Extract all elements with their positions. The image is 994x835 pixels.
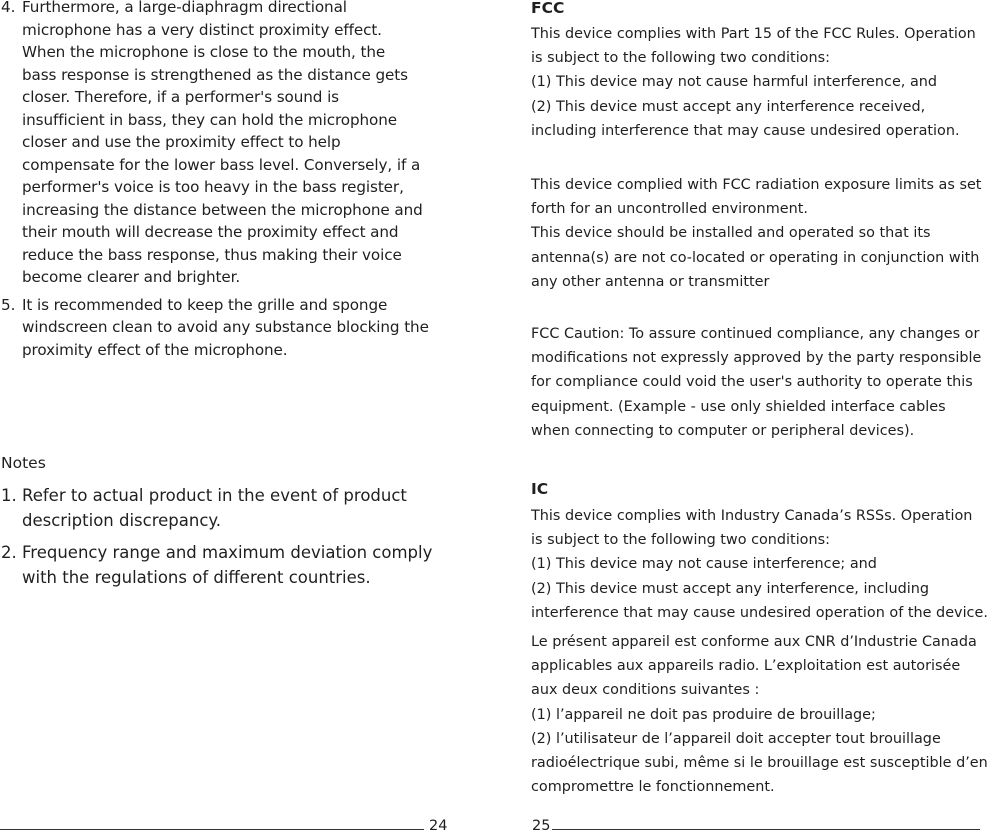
- text-line: equipment. (Example - use only shielded interface cables: [531, 398, 946, 415]
- text-line: (2) This device must accept any interference, including: [531, 580, 929, 597]
- text-line: (2) l’utilisateur de l’appareil doit accepter tout brouillage: [531, 730, 941, 747]
- ic-french-paragraph: [531, 630, 988, 799]
- notes-heading: Notes: [1, 454, 46, 472]
- note-item: [0, 483, 455, 533]
- item-number: 2.: [1, 543, 17, 562]
- fcc-caution-paragraph: [531, 322, 981, 443]
- text-line: is subject to the following two conditions:: [531, 532, 830, 549]
- text-line: compromettre le fonctionnement.: [531, 779, 775, 796]
- text-line: interference that may cause undesired operation of the device.: [531, 604, 988, 621]
- text-line: (2) This device must accept any interference received,: [531, 98, 926, 115]
- page-number-left: 24: [429, 818, 448, 834]
- footer-rule-right: [552, 829, 980, 830]
- text-line: When the microphone is close to the mouth, the: [22, 43, 386, 61]
- text-line: performer's voice is too heavy in the bass register,: [22, 178, 404, 196]
- footer-rule-left: [0, 829, 424, 830]
- text-line: with the regulations of different countries.: [22, 568, 371, 587]
- text-line: reduce the bass response, thus making their voice: [22, 245, 402, 264]
- text-line: (1) This device may not cause interference; and: [531, 556, 877, 573]
- text-line: Furthermore, a large-diaphragm directional: [22, 0, 347, 16]
- ic-compliance-paragraph: [531, 504, 988, 625]
- fcc-compliance-paragraph: [531, 22, 976, 143]
- text-line: increasing the distance between the microphone and: [22, 200, 423, 219]
- text-line: aux deux conditions suivantes :: [531, 682, 760, 699]
- text-line: This device complies with Part 15 of the FCC Rules. Operation: [531, 26, 976, 42]
- text-line: microphone has a very distinct proximity effect.: [22, 20, 382, 39]
- text-line: any other antenna or transmitter: [531, 273, 770, 290]
- text-line: forth for an uncontrolled environment.: [531, 201, 808, 218]
- text-line: for compliance could void the user's authority to operate this: [531, 374, 973, 391]
- text-line: compensate for the lower bass level. Conversely, if a: [22, 155, 421, 174]
- usage-tip-item: [0, 294, 455, 362]
- item-number: 4.: [1, 0, 16, 16]
- text-line: proximity effect of the microphone.: [22, 340, 288, 359]
- text-line: radioélectrique subi, même si le brouillage est susceptible d’en: [531, 755, 988, 772]
- text-line: including interference that may cause undesired operation.: [531, 122, 960, 139]
- text-line: their mouth will decrease the proximity effect and: [22, 223, 399, 241]
- text-line: description discrepancy.: [22, 511, 222, 530]
- text-line: It is recommended to keep the grille and sponge: [22, 295, 388, 314]
- text-line: This device complied with FCC radiation exposure limits as set: [531, 177, 982, 193]
- text-line: modifications not expressly approved by the party responsible: [531, 350, 982, 367]
- text-line: Refer to actual product in the event of product: [22, 486, 407, 505]
- text-line: insufficient in bass, they can hold the microphone: [22, 110, 398, 129]
- page-number-right: 25: [532, 818, 551, 834]
- text-line: windscreen clean to avoid any substance blocking the: [22, 318, 429, 336]
- item-number: 5.: [1, 295, 16, 314]
- text-line: closer. Therefore, if a performer's sound is: [22, 88, 339, 106]
- text-line: when connecting to computer or peripheral devices).: [531, 422, 915, 439]
- fcc-heading: FCC: [531, 0, 565, 17]
- text-line: applicables aux appareils radio. L’exploitation est autorisée: [531, 658, 961, 675]
- notes-list: [0, 483, 455, 590]
- text-line: antenna(s) are not co-located or operating in conjunction with: [531, 249, 980, 266]
- text-line: Frequency range and maximum deviation comply: [22, 543, 433, 562]
- note-item: [0, 540, 455, 590]
- text-line: become clearer and brighter.: [22, 268, 241, 286]
- text-line: This device complies with Industry Canada’s RSSs. Operation: [531, 508, 973, 524]
- text-line: Le présent appareil est conforme aux CNR d’Industrie Canada: [531, 634, 977, 650]
- text-line: (1) This device may not cause harmful interference, and: [531, 74, 938, 91]
- text-line: (1) l’appareil ne doit pas produire de brouillage;: [531, 706, 876, 723]
- text-line: is subject to the following two conditions:: [531, 50, 830, 67]
- text-line: bass response is strengthened as the distance gets: [22, 65, 408, 84]
- text-line: This device should be installed and operated so that its: [531, 225, 931, 242]
- item-number: 1.: [1, 486, 17, 505]
- usage-tips-list: [0, 0, 455, 361]
- ic-heading: IC: [531, 480, 549, 498]
- text-line: closer and use the proximity effect to help: [22, 133, 341, 151]
- text-line: FCC Caution: To assure continued compliance, any changes or: [531, 326, 980, 342]
- usage-tip-item: [0, 0, 455, 289]
- fcc-radiation-paragraph: [531, 173, 981, 294]
